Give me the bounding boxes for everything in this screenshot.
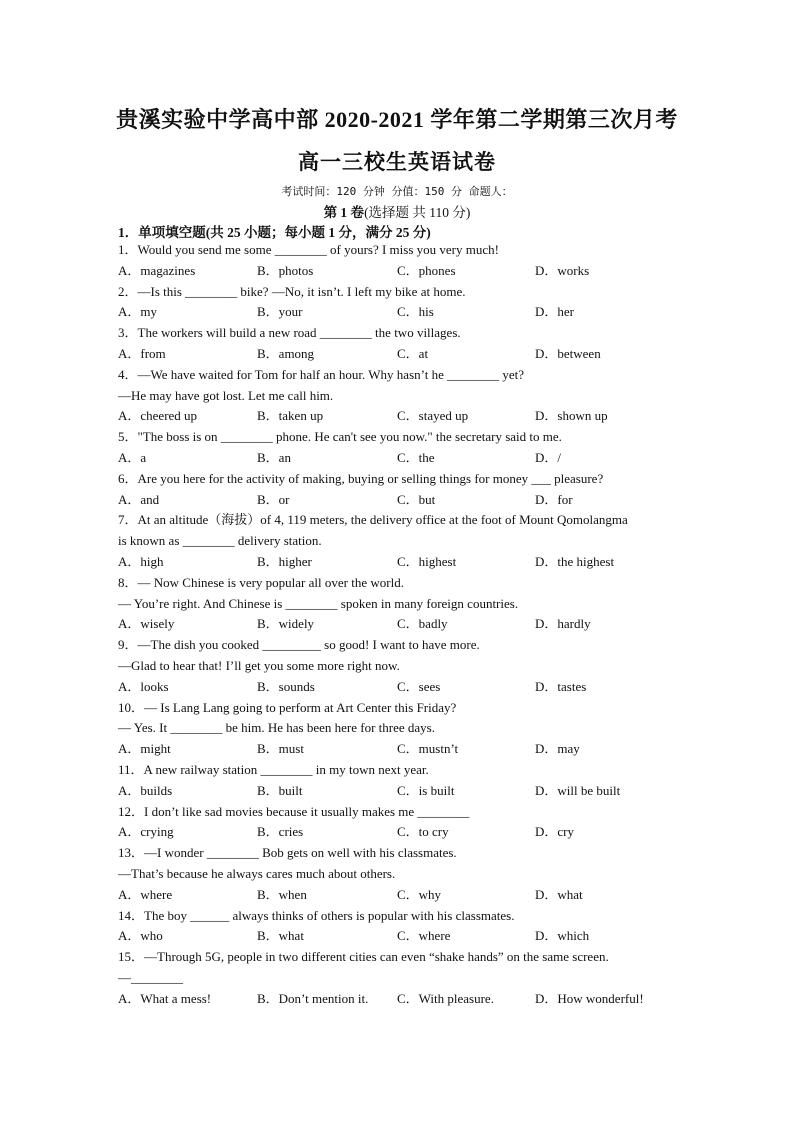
question-item — [118, 947, 678, 1009]
option-row — [118, 344, 678, 365]
option-b: B．cries — [257, 824, 304, 840]
option-row — [118, 614, 678, 635]
question-item — [118, 906, 678, 948]
option-c: C．why — [397, 886, 442, 902]
volume-heading — [0, 201, 794, 221]
option-c: C．highest — [397, 553, 457, 569]
question-stem: 13．—I wonder ________ Bob gets on well with his classmates. — [118, 845, 457, 861]
option-d: D．How wonderful! — [535, 990, 644, 1006]
option-d: D．what — [535, 886, 583, 902]
section-title: 1．单项填空题(共 25 小题；每小题 1 分，满分 25 分) — [118, 225, 431, 240]
question-stem: 11．A new railway station ________ in my town next year. — [118, 761, 429, 777]
option-d: D．which — [535, 928, 590, 944]
question-stem: 10．— Is Lang Lang going to perform at Art Center this Friday? — [118, 699, 457, 715]
question-item — [118, 760, 678, 802]
question-item — [118, 282, 678, 324]
option-row — [118, 989, 678, 1010]
question-stem: 1．Would you send me some ________ of yours? I miss you very much! — [118, 242, 499, 257]
question-dialogue-line: —He may have got lost. Let me call him. — [118, 387, 334, 403]
option-b: B．widely — [257, 616, 315, 632]
option-b: B．Don’t mention it. — [257, 990, 369, 1006]
exam-subtitle: 高一三校生英语试卷 — [298, 150, 496, 174]
option-b: B．higher — [257, 553, 312, 569]
option-c: C．to cry — [397, 824, 449, 840]
option-row — [118, 261, 678, 282]
option-a: A．What a mess! — [118, 990, 212, 1006]
option-d: D．hardly — [535, 616, 591, 632]
option-row — [118, 448, 678, 469]
option-c: C．badly — [397, 616, 448, 632]
option-c: C．is built — [397, 782, 455, 798]
option-b: B．taken up — [257, 408, 324, 424]
option-row — [118, 822, 678, 843]
option-c: C．his — [397, 304, 434, 320]
option-d: D．shown up — [535, 408, 608, 424]
option-c: C．mustn’t — [397, 741, 459, 757]
volume-label: 第 1 卷 — [323, 205, 365, 220]
option-row — [118, 490, 678, 511]
option-c: C．sees — [397, 678, 441, 694]
option-b: B．an — [257, 449, 291, 465]
option-row — [118, 926, 678, 947]
question-item — [118, 843, 678, 905]
option-c: C．With pleasure. — [397, 990, 494, 1006]
question-stem: 7．At an altitude（海拔）of 4, 119 meters, the delivery office at the foot of Mount Qomolangma — [118, 512, 628, 528]
option-row — [118, 885, 678, 906]
option-d: D．works — [535, 262, 590, 278]
option-b: B．photos — [257, 262, 314, 278]
option-a: A．wisely — [118, 616, 175, 632]
option-c: C．where — [397, 928, 451, 944]
question-item — [118, 510, 678, 572]
question-dialogue-line: is known as ________ delivery station. — [118, 533, 322, 549]
question-stem: 9．—The dish you cooked _________ so good! I want to have more. — [118, 637, 480, 653]
exam-meta: 考试时间：120 分钟 分值：150 分 命题人： — [281, 185, 513, 198]
option-b: B．or — [257, 491, 290, 507]
question-stem: 2．—Is this ________ bike? —No, it isn’t. I left my bike at home. — [118, 283, 466, 299]
option-d: D．/ — [535, 449, 562, 465]
option-row — [118, 677, 678, 698]
question-stem: 8．— Now Chinese is very popular all over the world. — [118, 574, 404, 590]
question-item — [118, 240, 678, 282]
option-d: D．may — [535, 741, 580, 757]
option-a: A．crying — [118, 824, 174, 840]
question-dialogue-line: —Glad to hear that! I’ll get you some more right now. — [118, 657, 400, 673]
option-b: B．built — [257, 782, 303, 798]
option-row — [118, 302, 678, 323]
question-dialogue-line: —That’s because he always cares much about others. — [118, 865, 396, 881]
question-stem: 14．The boy ______ always thinks of others is popular with his classmates. — [118, 907, 515, 923]
option-d: D．the highest — [535, 553, 615, 569]
option-c: C．phones — [397, 262, 456, 278]
question-stem: 6．Are you here for the activity of making, buying or selling things for money ___ pleasure? — [118, 470, 604, 486]
option-d: D．between — [535, 345, 601, 361]
question-dialogue-line: — Yes. It ________ be him. He has been here for three days. — [118, 720, 435, 736]
question-stem: 15．—Through 5G, people in two different cities can even “shake hands” on the same screen. — [118, 949, 609, 965]
option-a: A．cheered up — [118, 408, 198, 424]
option-b: B．sounds — [257, 678, 315, 694]
question-stem: 5．"The boss is on ________ phone. He can't see you now." the secretary said to me. — [118, 429, 562, 445]
option-d: D．tastes — [535, 678, 587, 694]
question-item — [118, 469, 678, 511]
question-item — [118, 698, 678, 760]
question-item — [118, 802, 678, 844]
option-a: A．my — [118, 304, 158, 320]
option-a: A．who — [118, 928, 163, 944]
question-item — [118, 573, 678, 635]
question-item — [118, 427, 678, 469]
option-a: A．a — [118, 449, 147, 465]
exam-title: 贵溪实验中学高中部 2020-2021 学年第二学期第三次月考 — [116, 107, 678, 132]
option-a: A．and — [118, 491, 160, 507]
option-b: B．your — [257, 304, 303, 320]
question-item — [118, 323, 678, 365]
option-c: C．but — [397, 491, 436, 507]
question-dialogue-line: — You’re right. And Chinese is ________ spoken in many foreign countries. — [118, 595, 519, 611]
option-d: D．cry — [535, 824, 574, 840]
question-list — [118, 240, 678, 1009]
option-a: A．where — [118, 886, 173, 902]
question-stem: 12．I don’t like sad movies because it usually makes me ________ — [118, 803, 470, 819]
option-a: A．looks — [118, 678, 169, 694]
option-b: B．what — [257, 928, 304, 944]
option-c: C．the — [397, 449, 435, 465]
option-a: A．magazines — [118, 262, 196, 278]
question-dialogue-line: —________ — [118, 969, 183, 985]
option-row — [118, 552, 678, 573]
option-b: B．among — [257, 345, 315, 361]
option-row — [118, 739, 678, 760]
question-stem: 4．—We have waited for Tom for half an hour. Why hasn’t he ________ yet? — [118, 366, 525, 382]
option-a: A．might — [118, 741, 171, 757]
option-row — [118, 781, 678, 802]
option-a: A．high — [118, 553, 164, 569]
option-b: B．must — [257, 741, 304, 757]
option-a: A．from — [118, 345, 166, 361]
option-d: D．her — [535, 304, 574, 320]
option-a: A．builds — [118, 782, 173, 798]
question-item — [118, 635, 678, 697]
option-d: D．will be built — [535, 782, 621, 798]
option-b: B．when — [257, 886, 307, 902]
volume-desc: (选择题 共 110 分) — [364, 205, 471, 220]
question-stem: 3．The workers will build a new road ________ the two villages. — [118, 325, 461, 341]
option-d: D．for — [535, 491, 573, 507]
option-c: C．at — [397, 345, 429, 361]
option-row — [118, 406, 678, 427]
option-c: C．stayed up — [397, 408, 469, 424]
question-item — [118, 365, 678, 427]
